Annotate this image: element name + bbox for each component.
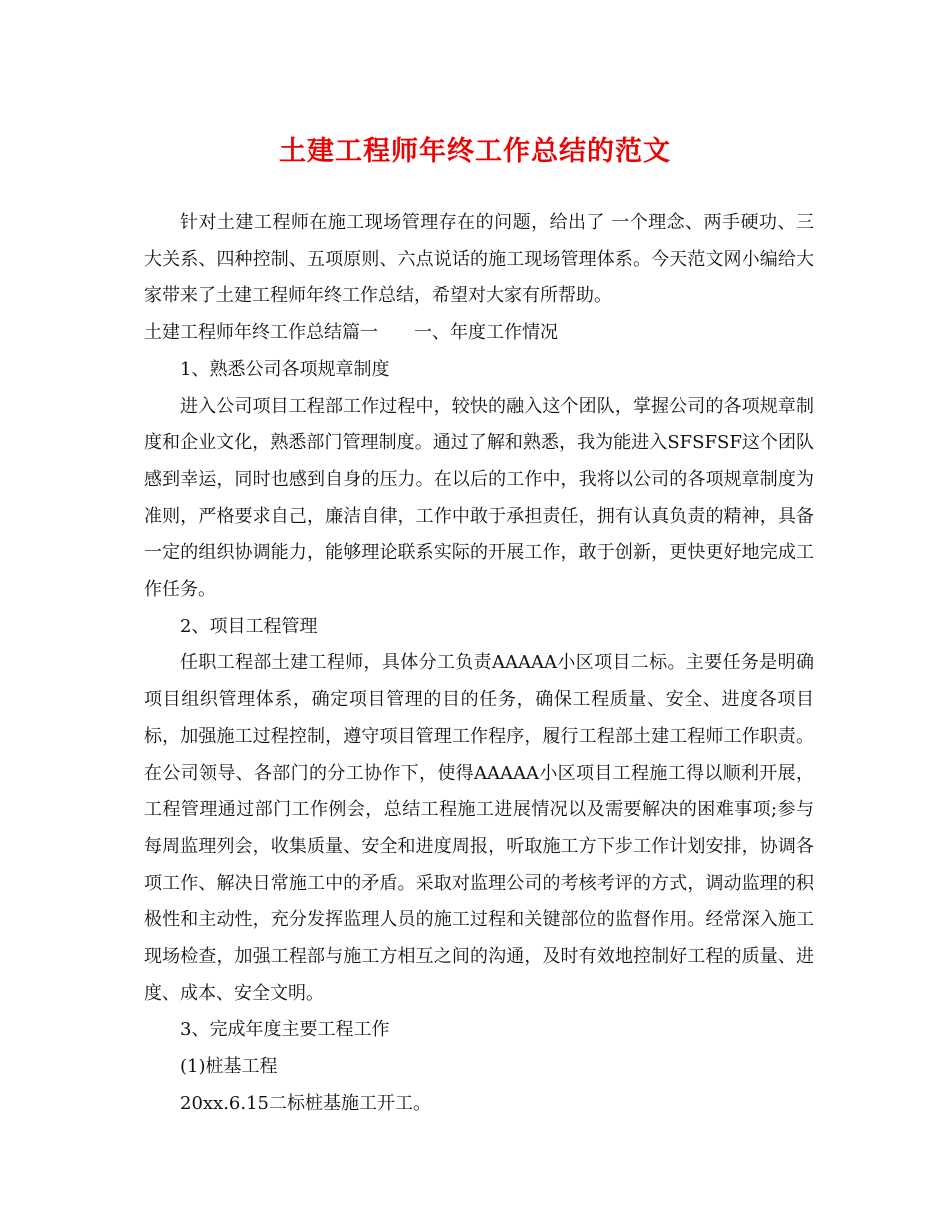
paragraph-project-management: 任职工程部土建工程师，具体分工负责AAAAA小区项目二标。主要任务是明确项目组织管理体系，确定项目管理的目的任务，确保工程质量、安全、进度各项目标，加强施工过程控制，遵守项目管理工作程序，履行工程部土建工程师工作职责。 在公司领导、各部门的分工协作下，使得AAAAA小区项目工程施工得以顺利开展，工程管理通过部门工作例会，总结工程施工进展情况以及需要解决的困难事项;参与每周监理列会，收集质量、安全和进度周报，听取施工方下步工作计划安排，协调各项工作、解决日常施工中的矛盾。采取对监理公司的考核考评的方式，调动监理的积极性和主动性，充分发挥监理人员的施工过程和关键部位的监督作用。经常深入施工现场检查，加强工程部与施工方相互之间的沟通，及时有效地控制好工程的质量、进度、成本、安全文明。 (144, 652, 814, 1004)
intro-paragraph: 针对土建工程师在施工现场管理存在的问题，给出了 一个理念、两手硬功、三大关系、四种控制、五项原则、六点说话的施工现场管理体系。今天范文网小编给大家带来了土建工程师年终工作总结，希望对大家有所帮助。 (144, 212, 814, 307)
document-title: 土建工程师年终工作总结的范文 (279, 136, 671, 167)
paragraph-rules: 进入公司项目工程部工作过程中，较快的融入这个团队，掌握公司的各项规章制度和企业文化，熟悉部门管理制度。通过了解和熟悉，我为能进入SFSFSF这个团队感到幸运，同时也感到自身的压力。在以后的工作中，我将以公司的各项规章制度为准则，严格要求自己，廉洁自律，工作中敢于承担责任，拥有认真负责的精神，具备一定的组织协调能力，能够理论联系实际的开展工作，敢于创新，更快更好地完成工作任务。 (144, 395, 814, 601)
subheading-rules: 1、熟悉公司各项规章制度 (180, 358, 390, 380)
section-heading: 土建工程师年终工作总结篇一 一、年度工作情况 (144, 322, 558, 344)
subheading-pile-foundation: (1)桩基工程 (180, 1056, 278, 1078)
subheading-project-management: 2、项目工程管理 (180, 615, 318, 637)
paragraph-pile-start: 20xx.6.15二标桩基施工开工。 (180, 1092, 432, 1114)
document-body (144, 205, 814, 1123)
subheading-annual-work: 3、完成年度主要工程工作 (180, 1019, 390, 1041)
